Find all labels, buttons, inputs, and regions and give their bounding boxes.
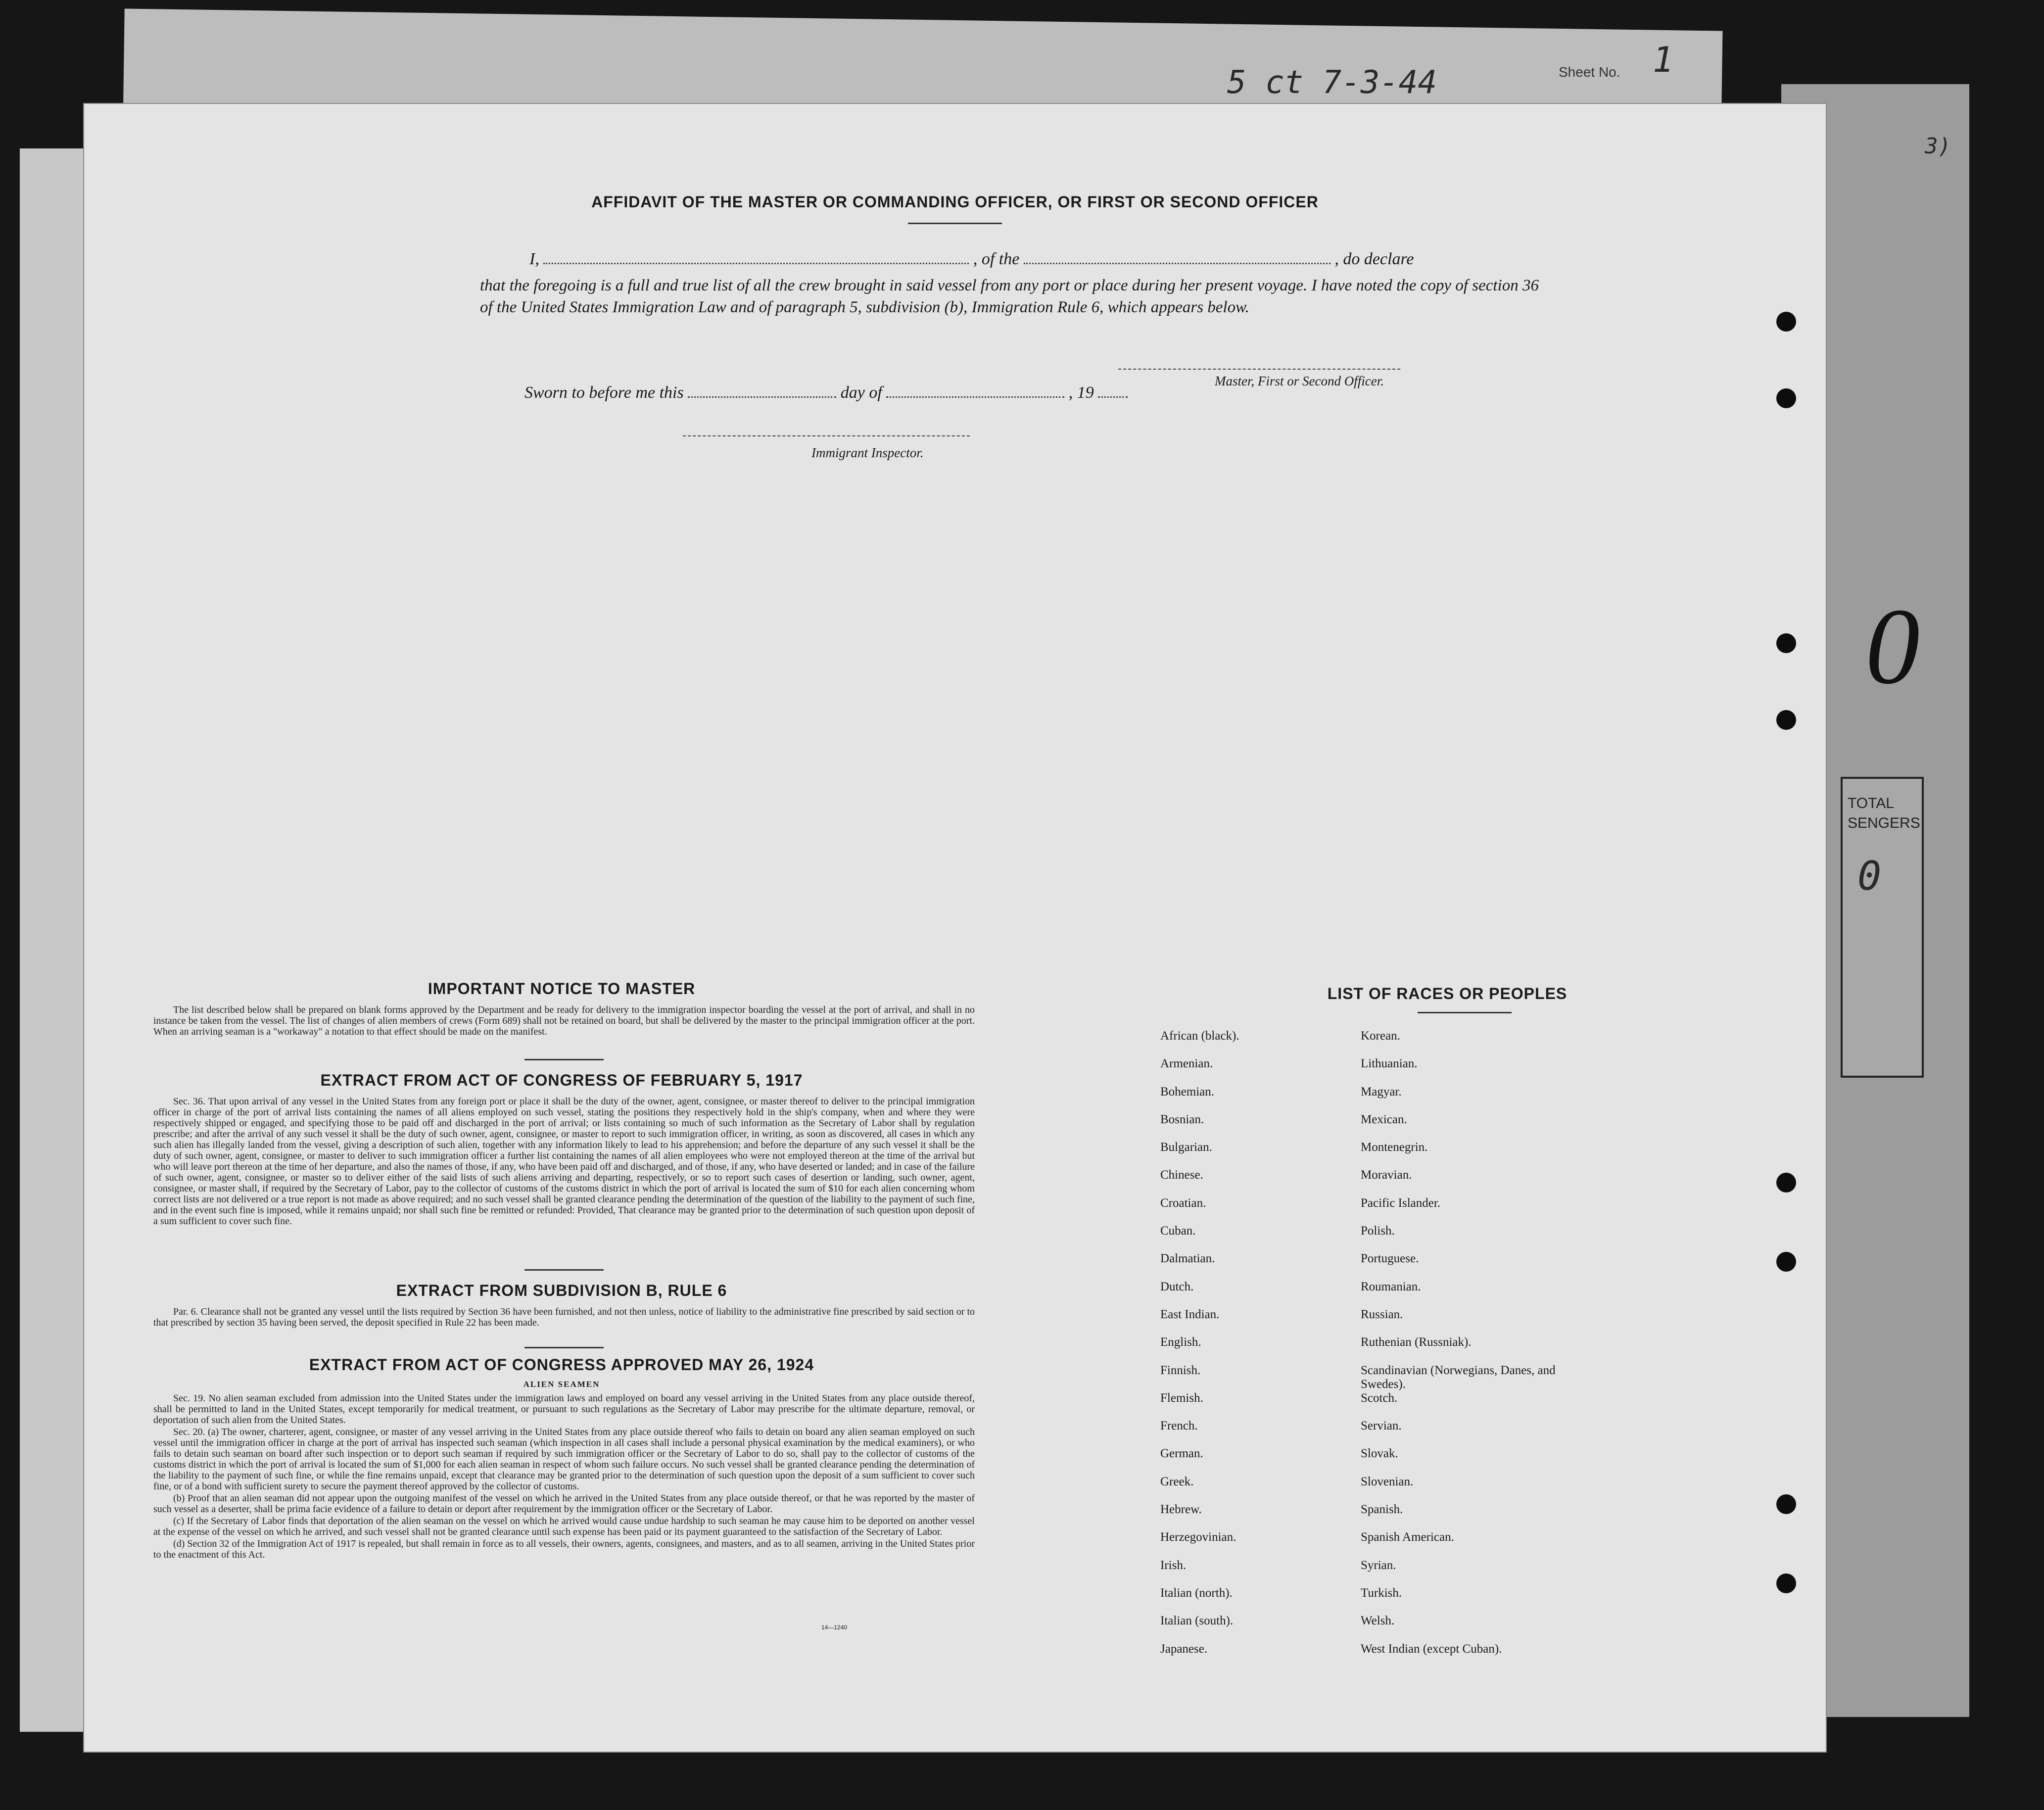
- section-rule: [524, 1059, 604, 1060]
- races-title-rule: [1418, 1012, 1512, 1013]
- extract-1924-paragraph: (b) Proof that an alien seaman did not appear upon the outgoing manifest of the vessel on which he arrived in the United States from any place outside thereof, or that he was reported by the master of such vessel as a deserter, shall be prima facie evidence of a failure to detain or deport after requirement by the immigration officer or the Secretary of Labor.: [153, 1493, 975, 1515]
- form-number: 14—1240: [821, 1624, 848, 1631]
- corner-mark: 3): [1925, 134, 1951, 159]
- race-item: Magyar.: [1361, 1085, 1402, 1098]
- notice-paragraph: The list described below shall be prepared on blank forms approved by the Department and be ready for delivery to the immigration inspector boarding the vessel at the port of arrival, and shall in no instance be taken from the vessel. The list of changes of alien members of crews (Form 689) shall not be retained on board, but shall be delivered by the master to the principal immigration officer at the port. When an arriving seaman is a "workaway" a notation to that effect should be made on the manifest.: [153, 1004, 975, 1037]
- races-column-left: [1160, 1029, 1348, 1670]
- extract-1924-paragraph: (c) If the Secretary of Labor finds that deportation of the alien seaman on the vessel on which he arrived would cause undue hardship to such seaman he may cause him to be deported on another vessel at the expense of the vessel on which he arrived, and such vessel shall not be granted clearance until such expense has been paid or its payment guaranteed to the satisfaction of the Secretary of Labor.: [153, 1516, 975, 1537]
- race-item: Flemish.: [1160, 1391, 1203, 1405]
- extract-rule6-heading: EXTRACT FROM SUBDIVISION B, RULE 6: [396, 1282, 727, 1299]
- race-item: Finnish.: [1160, 1363, 1201, 1377]
- punch-hole: [1776, 388, 1796, 408]
- race-item: Spanish.: [1361, 1503, 1403, 1517]
- race-item: Herzegovinian.: [1160, 1530, 1236, 1544]
- vessel-field[interactable]: [1024, 263, 1331, 264]
- race-item: Montenegrin.: [1361, 1141, 1428, 1154]
- extract-1917-body: [153, 1096, 975, 1228]
- race-item: Irish.: [1160, 1558, 1187, 1572]
- race-item: German.: [1160, 1447, 1203, 1461]
- master-signature-line[interactable]: [1118, 369, 1400, 370]
- extract-1924-paragraph: Sec. 20. (a) The owner, charterer, agent, consignee, or master of any vessel arriving in the United States from any place outside thereof who fails to detain on board any alien seaman employed on such vessel until the immigration officer in charge at the port of arrival has inspected such seaman (which inspection in all cases shall include a personal physical examination by the medical examiners), or who fails to detain such seaman on board after such inspection or to deport such seaman if required by such immigration officer or the Secretary of Labor to do so, shall pay to the collector of customs of the customs district in which the port of arrival is located the sum of $1,000 for each alien seaman in respect of whom such failure occurs. No such vessel shall be granted clearance pending the determination of the liability to the payment of such fine, or while the fine remains unpaid, except that clearance may be granted prior to the determination of such question upon the deposit of a sum sufficient to cover such fine, or of a bond with sufficient surety to secure the payment thereof approved by the collector of customs.: [153, 1427, 975, 1492]
- notice-heading: IMPORTANT NOTICE TO MASTER: [428, 980, 696, 998]
- race-item: Slovak.: [1361, 1447, 1398, 1461]
- section-rule: [524, 1269, 604, 1271]
- affidavit-of-the: , of the: [973, 250, 1020, 268]
- punch-hole: [1776, 1573, 1796, 1593]
- inspector-signature-line[interactable]: [683, 435, 970, 436]
- notice-body: [153, 1004, 975, 1038]
- total-passengers-label-1: TOTAL: [1848, 795, 1894, 811]
- race-item: Greek.: [1160, 1475, 1194, 1488]
- race-item: Japanese.: [1160, 1642, 1208, 1656]
- extract-1917-heading: EXTRACT FROM ACT OF CONGRESS OF FEBRUARY 5, 1917: [320, 1071, 803, 1089]
- race-item: Spanish American.: [1361, 1530, 1454, 1544]
- extract-rule6-paragraph: Par. 6. Clearance shall not be granted any vessel until the lists required by Section 36 have been furnished, and not then unless, notice of liability to the administrative fine prescribed by said section or to that prescribed by section 35 having been served, the deposit specified in Rule 22 has been made.: [153, 1306, 975, 1328]
- sworn-month-field[interactable]: [886, 396, 1064, 398]
- manifest-page: [84, 104, 1826, 1752]
- races-title: LIST OF RACES OR PEOPLES: [1327, 985, 1568, 1002]
- race-item: Turkish.: [1361, 1586, 1402, 1600]
- race-item: Syrian.: [1361, 1558, 1396, 1572]
- race-item: Korean.: [1361, 1029, 1400, 1043]
- race-item: Bulgarian.: [1160, 1141, 1212, 1154]
- race-item: Italian (north).: [1160, 1586, 1233, 1600]
- race-item: French.: [1160, 1419, 1198, 1433]
- year-prefix: , 19: [1068, 383, 1094, 402]
- race-item: English.: [1160, 1335, 1201, 1349]
- race-item: Polish.: [1361, 1224, 1395, 1238]
- section-rule: [524, 1347, 604, 1348]
- extract-1917-paragraph: Sec. 36. That upon arrival of any vessel in the United States from any foreign port or place it shall be the duty of the owner, agent, consignee, or master thereof to deliver to the principal immigration officer in charge of the port of arrival lists containing the names of all aliens employed on such vessel, stating the positions they respectively hold in the ship's company, when and where they were respectively shipped or engaged, and specifying those to be paid off and discharged in the port of arrival; or lists containing so much of such information as the Secretary of Labor shall by regulation prescribe; and after the arrival of any such vessel it shall be the duty of such owner, agent, consignee, or master to report to such immigration officer, in writing, as soon as discovered, all cases in which any such alien has illegally landed from the vessel, giving a description of such alien, together with any information likely to lead to his apprehension; and before the departure of any such vessel it shall be the duty of such owner, agent, consignee, or master to deliver to such immigration officer a further list containing the names of all alien employees who were not employed thereon at the time of the arrival but who will leave port thereon at the time of her departure, and also the names of those, if any, who have been paid off and discharged, and of those, if any, who have deserted or landed; and in case of the failure of such owner, agent, consignee, or master so to deliver either of the said lists of such aliens arriving and departing, respectively, or so to report such cases of desertion or landing, such owner, agent, consignee, or master shall, if required by the Secretary of Labor, pay to the collector of customs of the customs district in which the port of arrival is located the sum of $10 for each alien concerning whom correct lists are not delivered or a true report is not made as above required; and no such vessel shall be granted clearance pending the determination of the question of the liability to the payment of such fine, and in the event such fine is imposed, while it remains unpaid; nor shall such fine be remitted or refunded: Provided, That clearance may be granted prior to the determination of such question upon deposit of a sum sufficient to cover such fine.: [153, 1096, 975, 1227]
- race-item: Roumanian.: [1361, 1280, 1421, 1293]
- races-column-right: [1361, 1029, 1569, 1670]
- affidavit-i: I,: [529, 250, 539, 268]
- total-passengers-value: 0: [1857, 853, 1882, 899]
- sheet-number-value: 1: [1653, 40, 1674, 80]
- punch-hole: [1776, 1173, 1796, 1192]
- race-item: Scandinavian (Norwegians, Danes, and Swedes).: [1361, 1363, 1556, 1391]
- sworn-day-field[interactable]: [688, 396, 836, 398]
- race-item: Slovenian.: [1361, 1475, 1414, 1488]
- extract-1924-heading: EXTRACT FROM ACT OF CONGRESS APPROVED MAY 26, 1924: [309, 1356, 814, 1374]
- race-item: Servian.: [1361, 1419, 1402, 1433]
- affidavit-title: AFFIDAVIT OF THE MASTER OR COMMANDING OFFICER, OR FIRST OR SECOND OFFICER: [591, 193, 1319, 211]
- race-item: Dutch.: [1160, 1280, 1194, 1293]
- race-item: Hebrew.: [1160, 1503, 1202, 1517]
- handwritten-stamp: 5 ct 7-3-44: [1227, 64, 1437, 101]
- race-item: Scotch.: [1361, 1391, 1398, 1405]
- race-item: East Indian.: [1160, 1307, 1220, 1321]
- race-item: Lithuanian.: [1361, 1057, 1418, 1071]
- punch-hole: [1776, 633, 1796, 653]
- total-passengers-box: [1841, 777, 1924, 1078]
- race-item: Pacific Islander.: [1361, 1196, 1441, 1210]
- race-item: Bosnian.: [1160, 1112, 1204, 1126]
- extract-1924-body: [153, 1393, 975, 1561]
- sworn-year-field[interactable]: [1098, 396, 1128, 398]
- punch-hole: [1776, 312, 1796, 332]
- alien-seamen-subheading: ALIEN SEAMEN: [523, 1380, 600, 1389]
- master-signature-label: Master, First or Second Officer.: [1215, 374, 1384, 388]
- sworn-line: [524, 383, 1128, 402]
- affidavit-do-declare: , do declare: [1334, 250, 1414, 268]
- name-field[interactable]: [543, 263, 969, 264]
- extract-1924-paragraph: (d) Section 32 of the Immigration Act of 1917 is repealed, but shall remain in force as to all vessels, their owners, agents, consignees, and masters, and as to all seamen, arriving in the United States prior to the enactment of this Act.: [153, 1538, 975, 1560]
- handwritten-large-mark: 0: [1865, 586, 1920, 707]
- race-item: Chinese.: [1160, 1168, 1203, 1182]
- race-item: Bohemian.: [1160, 1085, 1215, 1098]
- race-item: Moravian.: [1361, 1168, 1412, 1182]
- race-item: Portuguese.: [1361, 1252, 1419, 1266]
- margin-notes: [1227, 40, 1969, 109]
- race-item: Italian (south).: [1160, 1614, 1234, 1628]
- punch-hole: [1776, 1252, 1796, 1272]
- affidavit-body: that the foregoing is a full and true list of all the crew brought in said vessel from any port or place during her present voyage. I have noted the copy of section 36 of the United States Immigration Law and of paragraph 5, subdivision (b), Immigration Rule 6, which appears below.: [480, 277, 1539, 316]
- extract-1924-paragraph: Sec. 19. No alien seaman excluded from admission into the United States under the immigration laws and employed on board any vessel arriving in the United States from any place outside thereof, shall be permitted to land in the United States, except temporarily for medical treatment, or pursuant to such regulations as the Secretary of Labor may prescribe for the ultimate departure, removal, or deportation of such alien from the United States.: [153, 1393, 975, 1426]
- race-item: Mexican.: [1361, 1112, 1407, 1126]
- day-of-text: day of: [840, 383, 882, 402]
- title-rule: [908, 223, 1002, 224]
- inspector-signature-label: Immigrant Inspector.: [811, 445, 924, 460]
- sheet-number-label: Sheet No.: [1559, 64, 1620, 80]
- race-item: Ruthenian (Russniak).: [1361, 1335, 1472, 1349]
- race-item: African (black).: [1160, 1029, 1239, 1043]
- race-item: West Indian (except Cuban).: [1361, 1642, 1502, 1656]
- race-item: Welsh.: [1361, 1614, 1395, 1628]
- race-item: Croatian.: [1160, 1196, 1206, 1210]
- affidavit-declaration-line: [529, 250, 1414, 269]
- extract-rule6-body: [153, 1306, 975, 1329]
- punch-hole: [1776, 710, 1796, 730]
- race-item: Dalmatian.: [1160, 1252, 1215, 1266]
- sworn-text: Sworn to before me this: [524, 383, 684, 402]
- race-item: Armenian.: [1160, 1057, 1213, 1071]
- race-item: Russian.: [1361, 1307, 1403, 1321]
- race-item: Cuban.: [1160, 1224, 1196, 1238]
- punch-hole: [1776, 1494, 1796, 1514]
- total-passengers-label-2: SENGERS: [1848, 815, 1920, 831]
